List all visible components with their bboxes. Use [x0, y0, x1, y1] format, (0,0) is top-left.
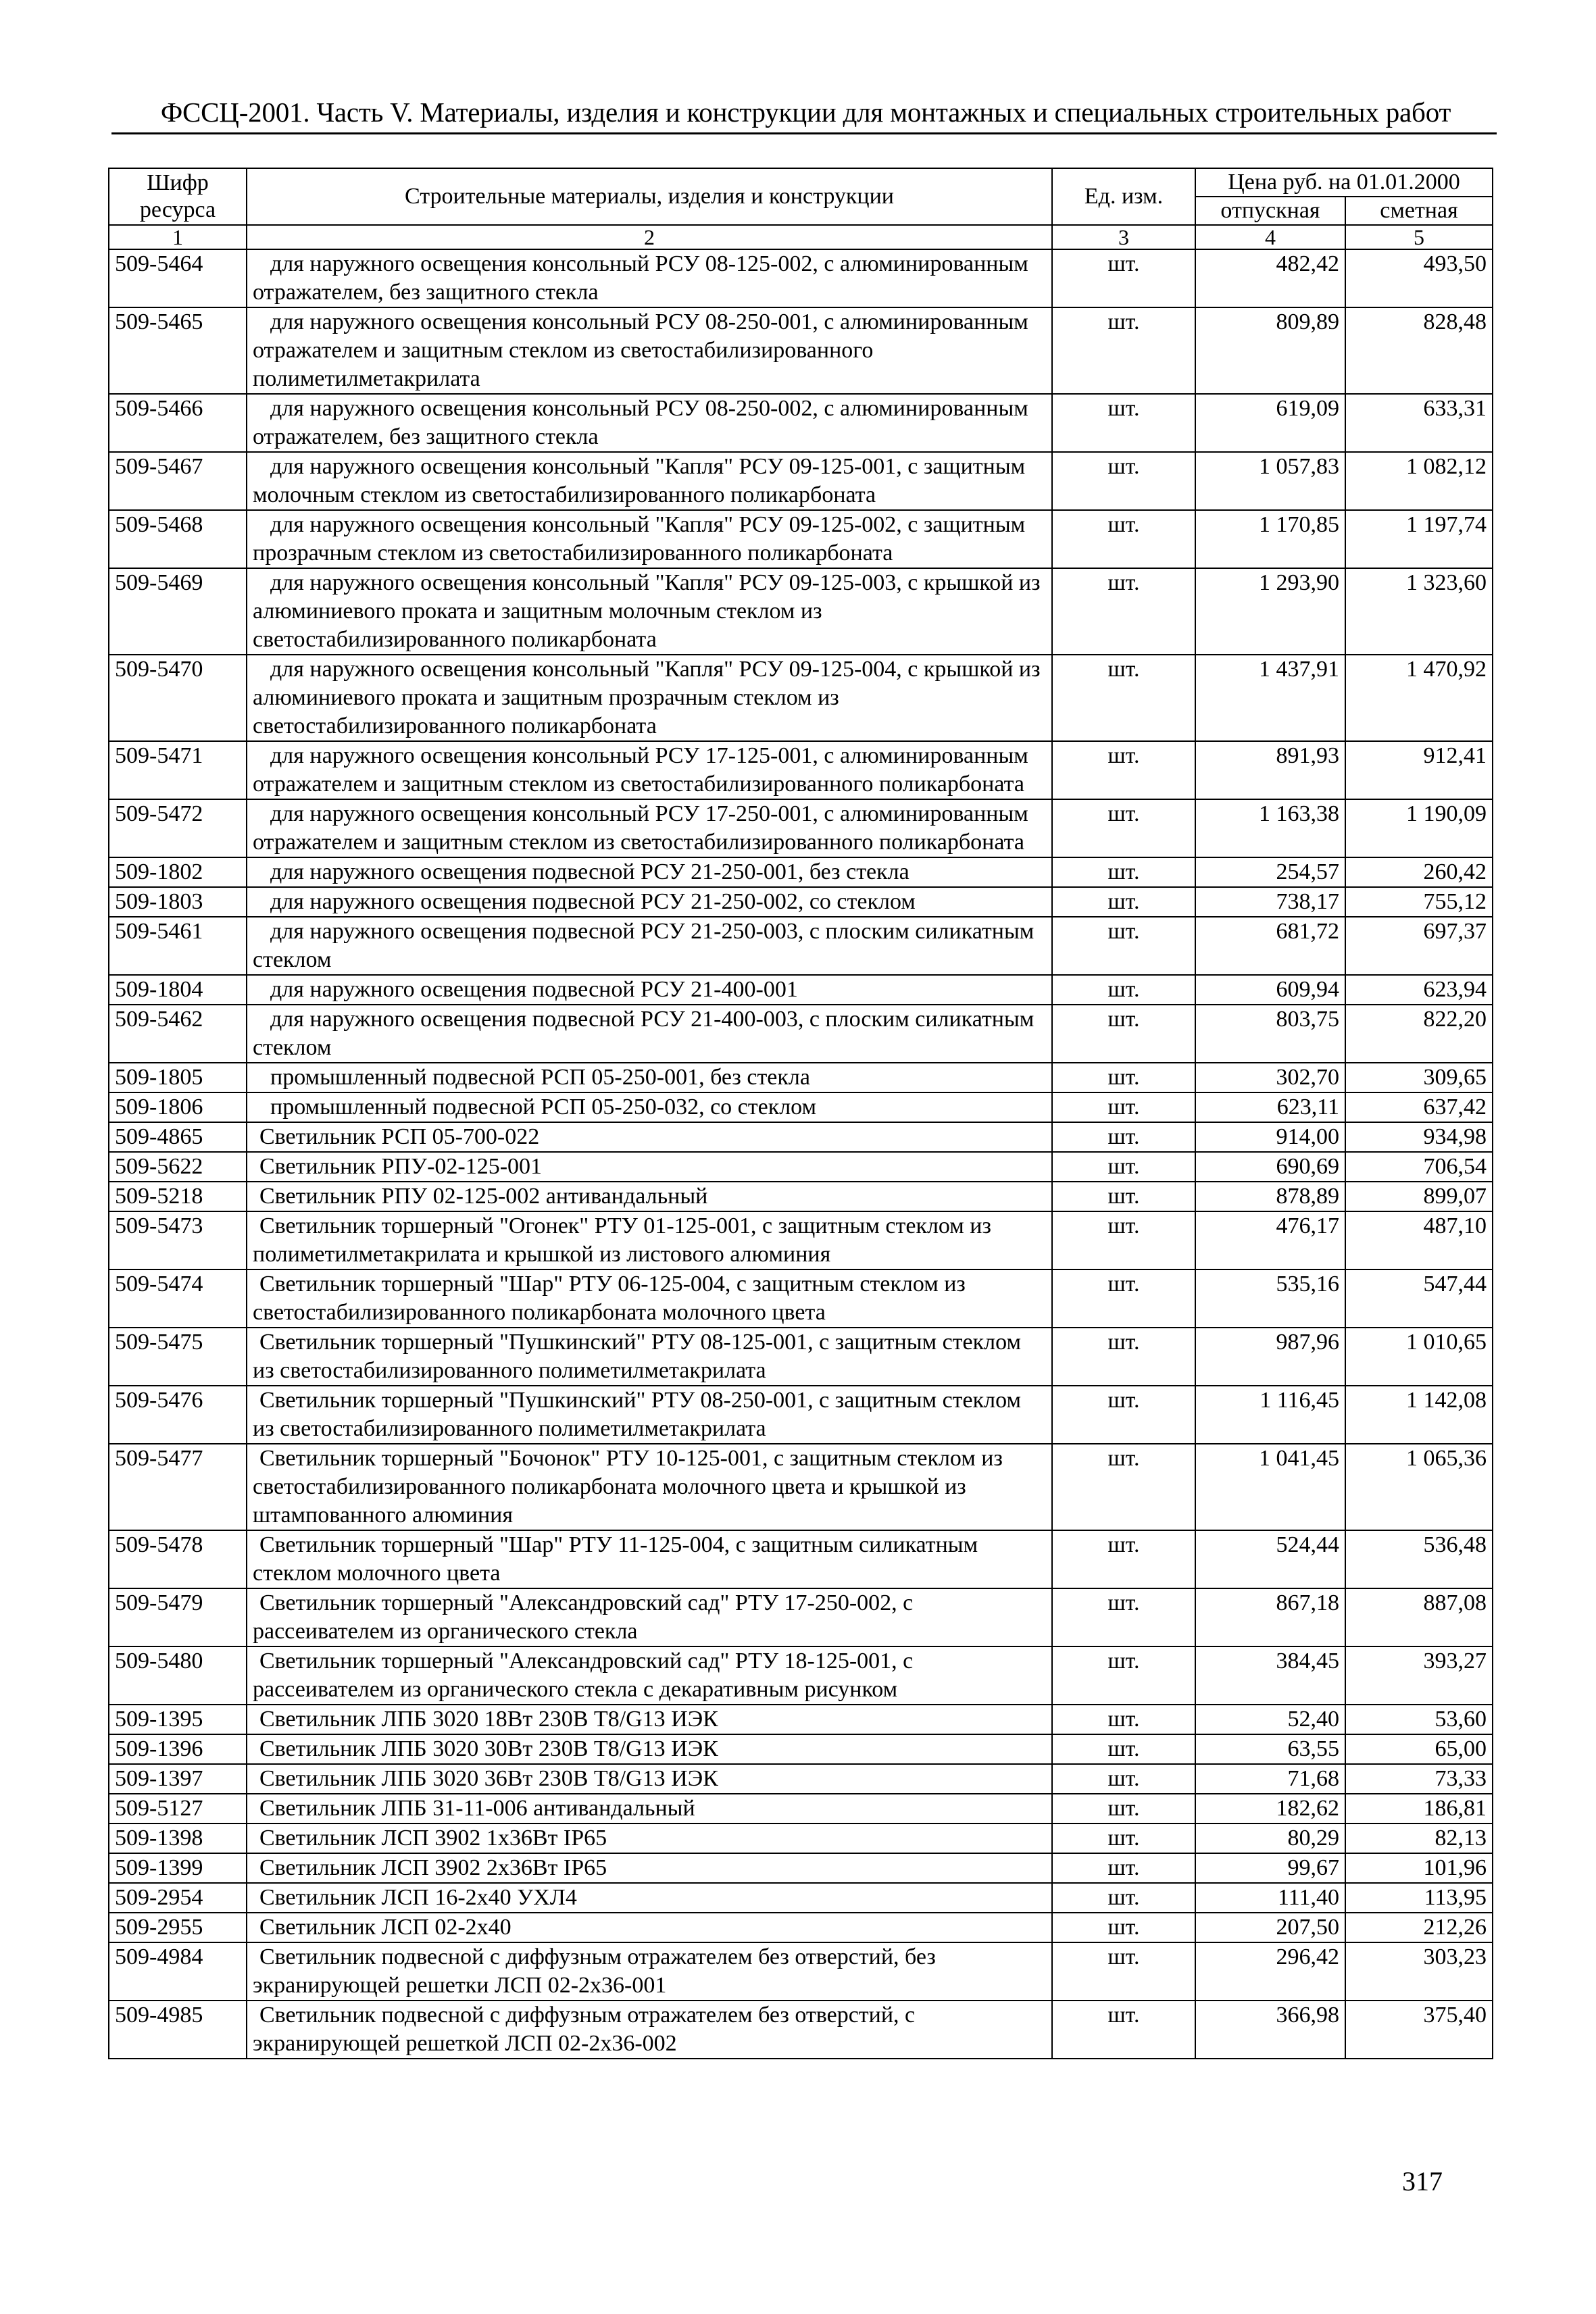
resource-code: 509-5478	[109, 1530, 247, 1588]
resource-code: 509-1806	[109, 1092, 247, 1122]
release-price: 182,62	[1195, 1794, 1345, 1823]
table-row	[109, 1269, 1493, 1328]
release-price: 63,55	[1195, 1734, 1345, 1764]
item-name: Светильник торшерный "Шар" РТУ 11-125-004, с защитным силикатным стеклом молочного цвета	[247, 1530, 1052, 1588]
unit-of-measure: шт.	[1052, 1913, 1195, 1942]
release-price: 524,44	[1195, 1530, 1345, 1588]
unit-of-measure: шт.	[1052, 1794, 1195, 1823]
release-price: 878,89	[1195, 1182, 1345, 1211]
item-name: Светильник РПУ-02-125-001	[247, 1152, 1052, 1182]
estimate-price: 822,20	[1345, 1005, 1493, 1063]
item-name: для наружного освещения консольный РСУ 08-250-002, с алюминированным отражателем, без защитного стекла	[247, 394, 1052, 452]
release-price: 690,69	[1195, 1152, 1345, 1182]
resource-code: 509-1397	[109, 1764, 247, 1794]
col-header-code: Шифр ресурса	[109, 168, 247, 225]
column-number-row	[109, 225, 1493, 249]
estimate-price: 212,26	[1345, 1913, 1493, 1942]
unit-of-measure: шт.	[1052, 1823, 1195, 1853]
release-price: 867,18	[1195, 1588, 1345, 1646]
estimate-price: 623,94	[1345, 975, 1493, 1005]
estimate-price: 828,48	[1345, 307, 1493, 394]
item-name: для наружного освещения консольный "Капля" РСУ 09-125-002, с защитным прозрачным стеклом из светостабилизированного поликарбоната	[247, 510, 1052, 568]
column-number: 2	[247, 225, 1052, 249]
unit-of-measure: шт.	[1052, 1705, 1195, 1734]
release-price: 1 041,45	[1195, 1444, 1345, 1530]
estimate-price: 637,42	[1345, 1092, 1493, 1122]
resource-code: 509-5475	[109, 1328, 247, 1386]
resource-code: 509-5622	[109, 1152, 247, 1182]
resource-code: 509-5477	[109, 1444, 247, 1530]
estimate-price: 53,60	[1345, 1705, 1493, 1734]
estimate-price: 1 142,08	[1345, 1386, 1493, 1444]
item-name: для наружного освещения консольный "Капля" РСУ 09-125-001, с защитным молочным стеклом из светостабилизированного поликарбоната	[247, 452, 1052, 510]
release-price: 207,50	[1195, 1913, 1345, 1942]
unit-of-measure: шт.	[1052, 1328, 1195, 1386]
item-name: Светильник торшерный "Пушкинский" РТУ 08-250-001, с защитным стеклом из светостабилизированного полиметилметакрилата	[247, 1386, 1052, 1444]
resource-code: 509-1803	[109, 887, 247, 917]
column-number: 1	[109, 225, 247, 249]
item-name: Светильник торшерный "Огонек" РТУ 01-125-001, с защитным стеклом из полиметилметакрилата и крышкой из листового алюминия	[247, 1211, 1052, 1269]
header-row	[109, 168, 1493, 197]
table-row	[109, 1122, 1493, 1152]
table-body	[109, 249, 1493, 2059]
item-name: Светильник ЛСП 3902 1х36Вт IP65	[247, 1823, 1052, 1853]
table-row	[109, 1092, 1493, 1122]
resource-code: 509-5471	[109, 741, 247, 799]
resource-code: 509-5127	[109, 1794, 247, 1823]
resource-code: 509-1398	[109, 1823, 247, 1853]
resource-code: 509-1399	[109, 1853, 247, 1883]
release-price: 1 057,83	[1195, 452, 1345, 510]
table-row	[109, 1530, 1493, 1588]
table-row	[109, 394, 1493, 452]
resource-code: 509-5473	[109, 1211, 247, 1269]
item-name: Светильник ЛПБ 3020 18Вт 230В Т8/G13 ИЭК	[247, 1705, 1052, 1734]
release-price: 738,17	[1195, 887, 1345, 917]
release-price: 1 170,85	[1195, 510, 1345, 568]
estimate-price: 1 323,60	[1345, 568, 1493, 655]
table-row	[109, 857, 1493, 887]
table-row	[109, 1705, 1493, 1734]
estimate-price: 912,41	[1345, 741, 1493, 799]
table-row	[109, 249, 1493, 307]
table-row	[109, 1328, 1493, 1386]
table-row	[109, 1588, 1493, 1646]
unit-of-measure: шт.	[1052, 452, 1195, 510]
unit-of-measure: шт.	[1052, 857, 1195, 887]
item-name: Светильник торшерный "Шар" РТУ 06-125-004, с защитным стеклом из светостабилизированного поликарбоната молочного цвета	[247, 1269, 1052, 1328]
resource-code: 509-5467	[109, 452, 247, 510]
table-row	[109, 1646, 1493, 1705]
release-price: 609,94	[1195, 975, 1345, 1005]
table-row	[109, 1853, 1493, 1883]
item-name: для наружного освещения подвесной РСУ 21-250-002, со стеклом	[247, 887, 1052, 917]
estimate-price: 375,40	[1345, 2001, 1493, 2059]
unit-of-measure: шт.	[1052, 741, 1195, 799]
resource-code: 509-5218	[109, 1182, 247, 1211]
estimate-price: 1 010,65	[1345, 1328, 1493, 1386]
col-header-release: отпускная	[1195, 197, 1345, 225]
item-name: Светильник ЛСП 3902 2х36Вт IP65	[247, 1853, 1052, 1883]
release-price: 366,98	[1195, 2001, 1345, 2059]
estimate-price: 1 065,36	[1345, 1444, 1493, 1530]
table-row	[109, 1913, 1493, 1942]
page-number: 317	[1402, 2166, 1443, 2196]
resource-code: 509-1395	[109, 1705, 247, 1734]
table-row	[109, 975, 1493, 1005]
resource-code: 509-5476	[109, 1386, 247, 1444]
unit-of-measure: шт.	[1052, 307, 1195, 394]
estimate-price: 101,96	[1345, 1853, 1493, 1883]
unit-of-measure: шт.	[1052, 1853, 1195, 1883]
item-name: Светильник ЛПБ 31-11-006 антивандальный	[247, 1794, 1052, 1823]
table-row	[109, 1005, 1493, 1063]
release-price: 111,40	[1195, 1883, 1345, 1913]
item-name: Светильник подвесной с диффузным отражателем без отверстий, без экранирующей решетки ЛСП 02-2х36-001	[247, 1942, 1052, 2001]
estimate-price: 1 190,09	[1345, 799, 1493, 857]
release-price: 891,93	[1195, 741, 1345, 799]
unit-of-measure: шт.	[1052, 975, 1195, 1005]
unit-of-measure: шт.	[1052, 799, 1195, 857]
release-price: 296,42	[1195, 1942, 1345, 2001]
table-row	[109, 1444, 1493, 1530]
resource-code: 509-4984	[109, 1942, 247, 2001]
estimate-price: 260,42	[1345, 857, 1493, 887]
item-name: для наружного освещения подвесной РСУ 21-400-003, с плоским силикатным стеклом	[247, 1005, 1052, 1063]
table-row	[109, 1152, 1493, 1182]
resource-code: 509-4985	[109, 2001, 247, 2059]
item-name: промышленный подвесной РСП 05-250-001, без стекла	[247, 1063, 1052, 1092]
estimate-price: 1 470,92	[1345, 655, 1493, 741]
unit-of-measure: шт.	[1052, 1764, 1195, 1794]
unit-of-measure: шт.	[1052, 1063, 1195, 1092]
resource-code: 509-5464	[109, 249, 247, 307]
unit-of-measure: шт.	[1052, 1386, 1195, 1444]
table-row	[109, 1942, 1493, 2001]
release-price: 302,70	[1195, 1063, 1345, 1092]
unit-of-measure: шт.	[1052, 1092, 1195, 1122]
estimate-price: 934,98	[1345, 1122, 1493, 1152]
item-name: Светильник ЛПБ 3020 36Вт 230В Т8/G13 ИЭК	[247, 1764, 1052, 1794]
resource-code: 509-4865	[109, 1122, 247, 1152]
release-price: 482,42	[1195, 249, 1345, 307]
table-row	[109, 741, 1493, 799]
table-row	[109, 1883, 1493, 1913]
release-price: 99,67	[1195, 1853, 1345, 1883]
resource-code: 509-5468	[109, 510, 247, 568]
release-price: 80,29	[1195, 1823, 1345, 1853]
item-name: для наружного освещения консольный РСУ 08-250-001, с алюминированным отражателем и защитным стеклом из светостабилизированного полиметилметакрилата	[247, 307, 1052, 394]
resource-code: 509-5461	[109, 917, 247, 975]
col-header-estimate: сметная	[1345, 197, 1493, 225]
unit-of-measure: шт.	[1052, 1734, 1195, 1764]
estimate-price: 186,81	[1345, 1794, 1493, 1823]
release-price: 619,09	[1195, 394, 1345, 452]
column-number: 4	[1195, 225, 1345, 249]
header-divider	[111, 132, 1497, 134]
table-row	[109, 568, 1493, 655]
release-price: 1 163,38	[1195, 799, 1345, 857]
release-price: 52,40	[1195, 1705, 1345, 1734]
table-row	[109, 307, 1493, 394]
estimate-price: 706,54	[1345, 1152, 1493, 1182]
item-name: Светильник ЛСП 02-2х40	[247, 1913, 1052, 1942]
estimate-price: 755,12	[1345, 887, 1493, 917]
item-name: для наружного освещения консольный РСУ 08-125-002, с алюминированным отражателем, без защитного стекла	[247, 249, 1052, 307]
unit-of-measure: шт.	[1052, 1211, 1195, 1269]
release-price: 1 437,91	[1195, 655, 1345, 741]
table-row	[109, 1794, 1493, 1823]
estimate-price: 697,37	[1345, 917, 1493, 975]
release-price: 914,00	[1195, 1122, 1345, 1152]
unit-of-measure: шт.	[1052, 2001, 1195, 2059]
table-row	[109, 452, 1493, 510]
resource-code: 509-2954	[109, 1883, 247, 1913]
col-header-name: Строительные материалы, изделия и конструкции	[247, 168, 1052, 225]
estimate-price: 633,31	[1345, 394, 1493, 452]
estimate-price: 393,27	[1345, 1646, 1493, 1705]
estimate-price: 899,07	[1345, 1182, 1493, 1211]
item-name: Светильник торшерный "Пушкинский" РТУ 08-125-001, с защитным стеклом из светостабилизированного полиметилметакрилата	[247, 1328, 1052, 1386]
item-name: Светильник РПУ 02-125-002 антивандальный	[247, 1182, 1052, 1211]
item-name: для наружного освещения подвесной РСУ 21-400-001	[247, 975, 1052, 1005]
unit-of-measure: шт.	[1052, 1444, 1195, 1530]
estimate-price: 536,48	[1345, 1530, 1493, 1588]
estimate-price: 493,50	[1345, 249, 1493, 307]
release-price: 71,68	[1195, 1764, 1345, 1794]
item-name: для наружного освещения консольный РСУ 17-250-001, с алюминированным отражателем и защитным стеклом из светостабилизированного поликарбоната	[247, 799, 1052, 857]
table-row	[109, 887, 1493, 917]
item-name: для наружного освещения подвесной РСУ 21-250-001, без стекла	[247, 857, 1052, 887]
unit-of-measure: шт.	[1052, 917, 1195, 975]
estimate-price: 1 082,12	[1345, 452, 1493, 510]
unit-of-measure: шт.	[1052, 1182, 1195, 1211]
resource-code: 509-5479	[109, 1588, 247, 1646]
estimate-price: 547,44	[1345, 1269, 1493, 1328]
price-table	[108, 168, 1493, 2059]
column-number: 3	[1052, 225, 1195, 249]
resource-code: 509-5480	[109, 1646, 247, 1705]
resource-code: 509-5472	[109, 799, 247, 857]
unit-of-measure: шт.	[1052, 1646, 1195, 1705]
unit-of-measure: шт.	[1052, 655, 1195, 741]
unit-of-measure: шт.	[1052, 1122, 1195, 1152]
release-price: 809,89	[1195, 307, 1345, 394]
resource-code: 509-2955	[109, 1913, 247, 1942]
release-price: 254,57	[1195, 857, 1345, 887]
estimate-price: 82,13	[1345, 1823, 1493, 1853]
resource-code: 509-1805	[109, 1063, 247, 1092]
table-row	[109, 1211, 1493, 1269]
estimate-price: 887,08	[1345, 1588, 1493, 1646]
resource-code: 509-5462	[109, 1005, 247, 1063]
resource-code: 509-5470	[109, 655, 247, 741]
resource-code: 509-1396	[109, 1734, 247, 1764]
unit-of-measure: шт.	[1052, 1269, 1195, 1328]
resource-code: 509-5469	[109, 568, 247, 655]
release-price: 1 116,45	[1195, 1386, 1345, 1444]
unit-of-measure: шт.	[1052, 1588, 1195, 1646]
item-name: Светильник подвесной с диффузным отражателем без отверстий, с экранирующей решеткой ЛСП 02-2х36-002	[247, 2001, 1052, 2059]
table-row	[109, 1386, 1493, 1444]
col-header-unit: Ед. изм.	[1052, 168, 1195, 225]
estimate-price: 309,65	[1345, 1063, 1493, 1092]
table-row	[109, 799, 1493, 857]
resource-code: 509-1804	[109, 975, 247, 1005]
release-price: 1 293,90	[1195, 568, 1345, 655]
release-price: 803,75	[1195, 1005, 1345, 1063]
table-row	[109, 655, 1493, 741]
table-row	[109, 917, 1493, 975]
unit-of-measure: шт.	[1052, 1942, 1195, 2001]
release-price: 535,16	[1195, 1269, 1345, 1328]
unit-of-measure: шт.	[1052, 1005, 1195, 1063]
release-price: 623,11	[1195, 1092, 1345, 1122]
estimate-price: 65,00	[1345, 1734, 1493, 1764]
table-row	[109, 1182, 1493, 1211]
release-price: 476,17	[1195, 1211, 1345, 1269]
item-name: Светильник РСП 05-700-022	[247, 1122, 1052, 1152]
resource-code: 509-1802	[109, 857, 247, 887]
resource-code: 509-5465	[109, 307, 247, 394]
item-name: промышленный подвесной РСП 05-250-032, со стеклом	[247, 1092, 1052, 1122]
item-name: Светильник торшерный "Бочонок" РТУ 10-125-001, с защитным стеклом из светостабилизированного поликарбоната молочного цвета и крышкой из штампованного алюминия	[247, 1444, 1052, 1530]
item-name: Светильник торшерный "Александровский сад" РТУ 18-125-001, с рассеивателем из органического стекла с декаративным рисунком	[247, 1646, 1052, 1705]
table-row	[109, 1764, 1493, 1794]
unit-of-measure: шт.	[1052, 1152, 1195, 1182]
resource-code: 509-5466	[109, 394, 247, 452]
unit-of-measure: шт.	[1052, 887, 1195, 917]
item-name: для наружного освещения консольный "Капля" РСУ 09-125-004, с крышкой из алюминиевого проката и защитным прозрачным стеклом из светостабилизированного поликарбоната	[247, 655, 1052, 741]
release-price: 681,72	[1195, 917, 1345, 975]
estimate-price: 113,95	[1345, 1883, 1493, 1913]
table-row	[109, 1823, 1493, 1853]
column-number: 5	[1345, 225, 1493, 249]
item-name: Светильник ЛПБ 3020 30Вт 230В Т8/G13 ИЭК	[247, 1734, 1052, 1764]
unit-of-measure: шт.	[1052, 568, 1195, 655]
estimate-price: 487,10	[1345, 1211, 1493, 1269]
item-name: Светильник ЛСП 16-2х40 УХЛ4	[247, 1883, 1052, 1913]
col-header-price-group: Цена руб. на 01.01.2000	[1195, 168, 1493, 197]
release-price: 384,45	[1195, 1646, 1345, 1705]
table-row	[109, 1063, 1493, 1092]
table-row	[109, 1734, 1493, 1764]
item-name: Светильник торшерный "Александровский сад" РТУ 17-250-002, с рассеивателем из органического стекла	[247, 1588, 1052, 1646]
unit-of-measure: шт.	[1052, 1530, 1195, 1588]
release-price: 987,96	[1195, 1328, 1345, 1386]
table-row	[109, 2001, 1493, 2059]
page-title: ФССЦ-2001. Часть V. Материалы, изделия и конструкции для монтажных и специальных строительных работ	[160, 97, 1451, 128]
unit-of-measure: шт.	[1052, 394, 1195, 452]
estimate-price: 1 197,74	[1345, 510, 1493, 568]
estimate-price: 73,33	[1345, 1764, 1493, 1794]
resource-code: 509-5474	[109, 1269, 247, 1328]
item-name: для наружного освещения консольный "Капля" РСУ 09-125-003, с крышкой из алюминиевого проката и защитным молочным стеклом из светостабилизированного поликарбоната	[247, 568, 1052, 655]
unit-of-measure: шт.	[1052, 510, 1195, 568]
item-name: для наружного освещения консольный РСУ 17-125-001, с алюминированным отражателем и защитным стеклом из светостабилизированного поликарбоната	[247, 741, 1052, 799]
table-row	[109, 510, 1493, 568]
estimate-price: 303,23	[1345, 1942, 1493, 2001]
unit-of-measure: шт.	[1052, 1883, 1195, 1913]
item-name: для наружного освещения подвесной РСУ 21-250-003, с плоским силикатным стеклом	[247, 917, 1052, 975]
unit-of-measure: шт.	[1052, 249, 1195, 307]
